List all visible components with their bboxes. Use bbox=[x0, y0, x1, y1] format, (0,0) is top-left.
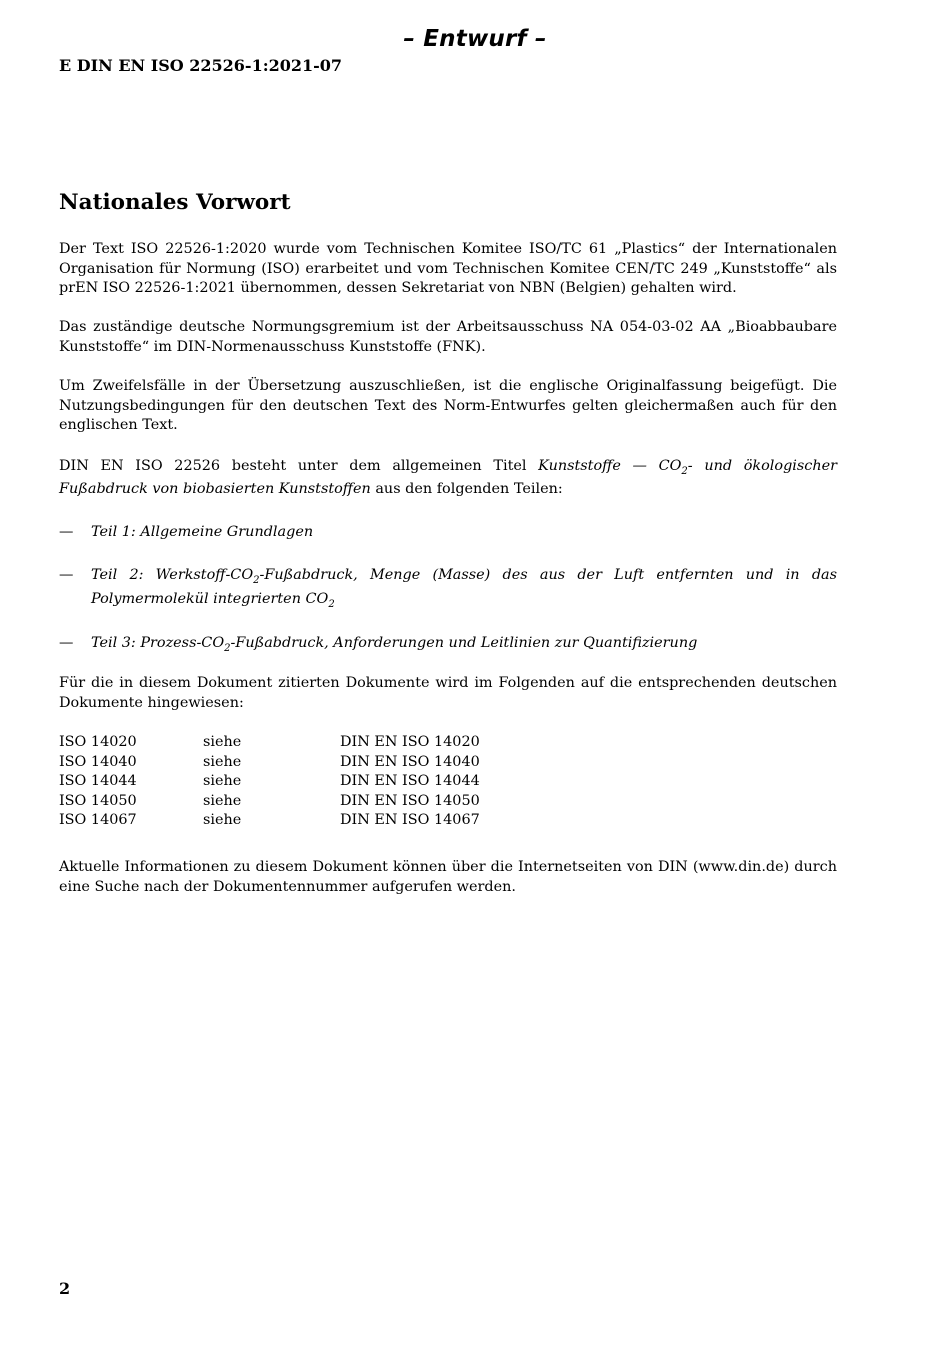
part-3-title: Teil 3: Prozess-$CO_2$-Fußabdruck, Anforderungen und Leitlinien zur Quantifizierung bbox=[91, 634, 698, 654]
din-reference: DIN EN ISO 14050 bbox=[340, 792, 480, 809]
page-number: 2 bbox=[59, 1279, 71, 1298]
iso-reference: ISO 14020 bbox=[59, 733, 137, 750]
table-row bbox=[59, 772, 480, 792]
iso-reference: ISO 14067 bbox=[59, 812, 137, 829]
list-item bbox=[59, 563, 837, 611]
paragraph-translation: Um Zweifelsfälle in der Übersetzung auszuschließen, ist die englische Originalfassung beigefügt. Die Nutzungsbedingungen für den deutschen Text des Norm-Entwurfes gelten gleichermaßen auch für den englischen Text. bbox=[59, 377, 837, 434]
draft-watermark-title: – Entwurf – bbox=[403, 26, 547, 52]
iso-reference: ISO 14050 bbox=[59, 792, 137, 809]
see-label: siehe bbox=[203, 733, 242, 750]
series-intro: DIN EN ISO 22526 besteht unter dem allgemeinen Titel bbox=[59, 458, 527, 475]
din-reference: DIN EN ISO 14040 bbox=[340, 753, 480, 770]
table-row bbox=[59, 792, 480, 812]
paragraph-references-intro: Für die in diesem Dokument zitierten Dokumente wird im Folgenden auf die entsprechenden deutschen Dokumente hingewiesen: bbox=[59, 675, 837, 711]
iso-reference: ISO 14040 bbox=[59, 753, 137, 770]
reference-table bbox=[59, 733, 480, 831]
part-2-title: Teil 2: Werkstoff-$CO_2$-Fußabdruck, Menge (Masse) des aus der Luft entfernten und in das Polymermolekül integrierten $CO_2$ bbox=[91, 567, 837, 611]
table-row bbox=[59, 811, 480, 831]
list-item bbox=[59, 520, 837, 544]
see-label: siehe bbox=[203, 812, 242, 829]
part-1-title: Teil 1: Allgemeine Grundlagen bbox=[91, 523, 314, 540]
see-label: siehe bbox=[203, 792, 242, 809]
see-label: siehe bbox=[203, 753, 242, 770]
parts-list bbox=[59, 520, 837, 655]
din-reference: DIN EN ISO 14044 bbox=[340, 773, 480, 790]
din-reference: DIN EN ISO 14020 bbox=[340, 733, 480, 750]
paragraph-online-info: Aktuelle Informationen zu diesem Dokument können über die Internetseiten von DIN (www.din.de) durch eine Suche nach der Dokumentennummer aufgerufen werden. bbox=[59, 858, 837, 895]
document-identifier: E DIN EN ISO 22526-1:2021-07 bbox=[59, 56, 343, 75]
section-title: Nationales Vorwort bbox=[59, 190, 291, 215]
list-item bbox=[59, 631, 837, 655]
list-dash: — bbox=[59, 567, 74, 584]
paragraph-committee: Das zuständige deutsche Normungsgremium ist der Arbeitsausschuss NA 054-03-02 AA „Bioabbaubare Kunststoffe“ im DIN-Normenausschuss Kunststoffe (FNK). bbox=[59, 319, 837, 355]
see-label: siehe bbox=[203, 773, 242, 790]
paragraph-series-title bbox=[59, 455, 837, 501]
iso-reference: ISO 14044 bbox=[59, 773, 137, 790]
table-row bbox=[59, 753, 480, 773]
table-row bbox=[59, 733, 480, 753]
series-outro: aus den folgenden Teilen: bbox=[375, 481, 563, 498]
list-dash: — bbox=[59, 634, 74, 651]
din-reference: DIN EN ISO 14067 bbox=[340, 812, 480, 829]
document-body bbox=[59, 240, 837, 917]
series-title: Kunststoffe — $CO_2-$ und ökologischer Fußabdruck von biobasierten Kunststoffen bbox=[59, 458, 837, 498]
list-dash: — bbox=[59, 523, 74, 540]
paragraph-origin: Der Text ISO 22526-1:2020 wurde vom Technischen Komitee ISO/TC 61 „Plastics“ der Internationalen Organisation für Normung (ISO) erarbeitet und vom Technischen Komitee CEN/TC 249 „Kunststoffe“ als prEN ISO 22526-1:2021 übernommen, dessen Sekretariat von NBN (Belgien) gehalten wird. bbox=[59, 241, 837, 297]
